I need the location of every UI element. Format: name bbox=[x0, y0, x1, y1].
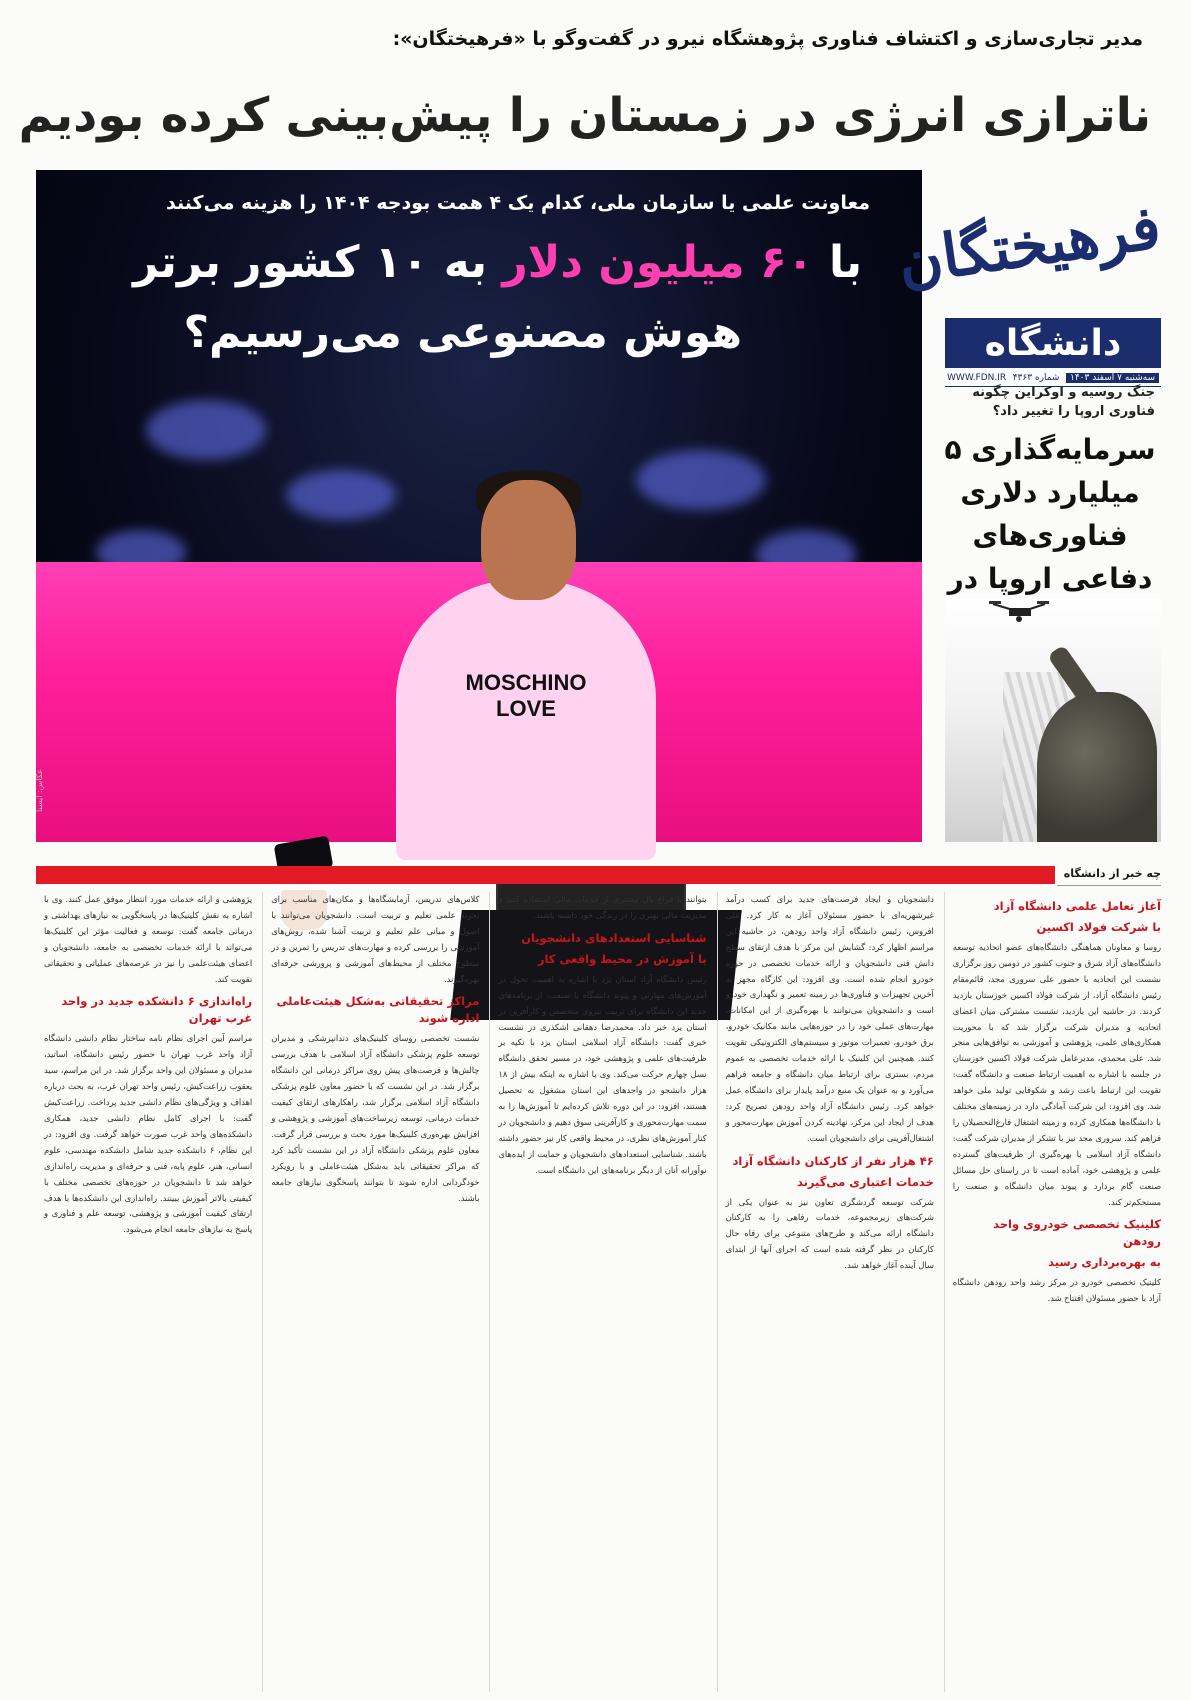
news-paragraph: کلاس‌های تدریس، آزمایشگاه‌ها و مکان‌های مناسب برای تجربه علمی تعلیم و تربیت است. دانشجویان می‌توانند با اصول و مبانی علم تعلیم و تربیت آشنا شده، روش‌های آموزشی را بررسی کرده و مهارت‌های تدریس را تمرین و در سطوح مختلف از محیط‌های آموزشی و پرورشی حرفه‌ای بهره‌گیرند. bbox=[271, 894, 480, 984]
news-paragraph: دانشجویان و ایجاد فرصت‌های جدید برای کسب درآمد غیرشهریه‌ای با حضور مسئولان آغاز به کار کرد. علی افروس، رئیس دانشگاه آزاد واحد رودهن، در حاشیه این مراسم اظهار کرد: گشایش این مرکز با هدف ارتقای سطح دانش فنی دانشجویان و ارائه خدمات تخصصی در حوزه خودرو انجام شده است. وی افزود: این کارگاه مجهز به آخرین تجهیزات و فناوری‌ها در زمینه تعمیر و نگهداری خودرو است و دانشجویان می‌توانند با بهره‌گیری از این امکانات، مهارت‌های عملی خود را در حوزه‌هایی مانند مکانیک خودرو، برق خودرو، تعمیرات موتور و سیستم‌های الکترونیکی تقویت کنند. همچنین این کلینیک با ارائه خدمات تخصصی به عموم مردم، بستری برای ارتباط میان دانشگاه و جامعه فراهم می‌آورد و به عنوان یک منبع درآمد پایدار برای دانشگاه عمل خواهد کرد. رئیس دانشگاه آزاد واحد رودهن تصریح کرد: هدف از ایجاد این مرکز، نهادینه کردن آموزش مهارت‌محور و اشتغال‌آفرینی برای دانشجویان است. bbox=[725, 894, 934, 1143]
news-column bbox=[262, 892, 479, 1692]
shirt-text: MOSCHINO LOVE bbox=[465, 670, 587, 721]
masthead bbox=[893, 172, 1165, 387]
side-question: جنگ روسیه و اوکراین چگونه فناوری اروپا را تغییر داد؟ bbox=[972, 385, 1155, 419]
hero-title-accent: ۶۰ میلیون دلار bbox=[502, 237, 814, 288]
lamp-glow bbox=[636, 450, 766, 510]
hero-title bbox=[96, 228, 862, 368]
news-paragraph: شرکت توسعه گردشگری تعاون نیز به عنوان یکی از شرکت‌های زیرمجموعه، خدمات رفاهی را به کارکنان دانشگاه ارائه می‌کند و طرح‌های متنوعی برای رفاه حال کارکنان در نظر گرفته شده است که اجرای آنها از ابتدای سال آینده آغاز خواهد شد. bbox=[725, 1196, 934, 1271]
news-paragraph: مراسم آیین اجرای نظام نامه ساختار نظام دانشی دانشگاه آزاد واحد غرب تهران با حضور رئیس دانشگاه، اساتید، مدیران و مسئولان این واحد برگزار شد. در این مراسم، سید یعقوب زراعت‌کیش، رئیس واحد تهران غرب، به بحث درباره اهداف و ویژگی‌های نظام دانشی جدید پرداخت. زراعت‌کیش گفت: با اجرای کامل نظام دانشی جدید، همکاری دانشکده‌های واحد غرب صورت خواهد گرفت. وی افزود: در این نظام، ۶ دانشکده جدید شامل دانشکده مهندسی، علوم انسانی، هنر، علوم پایه، فنی و حرفه‌ای و مدیریت راه‌اندازی خواهد شد تا دانشجویان در حوزه‌های تخصصی مختلف با کیفیتی بالاتر آموزش ببینند. راه‌اندازی این دانشکده‌ها با هدف ارتقای کیفیت آموزشی و پژوهشی، توسعه علم و فناوری و پاسخ به نیازهای جامعه انجام می‌شود. bbox=[43, 1033, 253, 1235]
person-head bbox=[481, 480, 576, 600]
news-paragraph: بتوانند با فراغ بال بیشتری از خدمات مالی استفاده کنند و مدیریت مالی بهتری را در زندگی خود داشته باشند. bbox=[498, 894, 707, 920]
news-paragraph: نشست تخصصی روسای کلینیک‌های دندانپزشکی و مدیران توسعه علوم پزشکی دانشگاه آزاد اسلامی با هدف بررسی چالش‌ها و فرصت‌های پیش روی مراکز درمانی این دانشگاه برگزار شد. در این نشست که با حضور معاون علوم پزشکی دانشگاه آزاد اسلامی برگزار شد، راهکارهای ارتقای کیفیت خدمات درمانی، توسعه زیرساخت‌های آموزشی و پژوهشی و افزایش بهره‌وری کلینیک‌ها مورد بحث و بررسی قرار گرفت. معاون علوم پزشکی دانشگاه آزاد در این نشست تأکید کرد که مراکز تحقیقاتی باید به‌شکل هیئت‌عاملی و با رویکرد خودگردانی اداره شوند تا بتوانند پاسخگوی نیازهای جامعه باشند. bbox=[271, 1033, 480, 1203]
hero-title-line2: هوش مصنوعی می‌رسیم؟ bbox=[183, 307, 742, 358]
soldier bbox=[1037, 692, 1157, 842]
news-paragraph: رئیس دانشگاه آزاد استان یزد با اشاره به اهمیت تحول در آموزش‌های مهارتی و پیوند دانشگاه با صنعت، از برنامه‌های جدید این دانشگاه برای تربیت نیروی متخصص و کارآفرین در استان یزد خبر داد. محمدرضا دهقانی اشکذری در نشست خبری گفت: دانشگاه آزاد اسلامی استان یزد با تکیه بر ظرفیت‌های علمی و پژوهشی خود، در مسیر تحقق دانشگاه نسل چهارم حرکت می‌کند. وی با اشاره به اینکه بیش از ۱۸ هزار دانشجو در واحدهای این استان مشغول به تحصیل هستند، افزود: در این دوره تلاش کرده‌ایم تا آموزش‌ها را به سمت مهارت‌محوری و کارآفرینی سوق دهیم و دانشجویان در کنار آموزش‌های نظری، در محیط واقعی کار نیز حضور داشته باشند. شناسایی استعدادهای دانشجویان و حمایت از ایده‌های نوآورانه آنان از دیگر برنامه‌های این دانشگاه است. bbox=[498, 973, 707, 1175]
news-headline: کلینیک تخصصی خودروی واحد رودهن bbox=[993, 1217, 1161, 1249]
news-headline: شناسایی استعدادهای دانشجویان bbox=[521, 930, 707, 945]
news-headline: با آموزش در محیط واقعی کار bbox=[537, 951, 707, 966]
news-column bbox=[944, 892, 1161, 1692]
news-headline: با شرکت فولاد اکسین bbox=[1036, 920, 1161, 934]
issue-number: شماره ۴۳۶۳ bbox=[1012, 373, 1060, 383]
news-strip-label: چه خبر از دانشگاه bbox=[1057, 862, 1161, 886]
news-column bbox=[717, 892, 934, 1692]
hero-photo bbox=[36, 170, 922, 842]
kicker: مدیر تجاری‌سازی و اکتشاف فناوری پژوهشگاه نیرو در گفت‌وگو با «فرهیختگان»: bbox=[392, 28, 1143, 50]
hero-subtitle: معاونت علمی یا سازمان ملی، کدام یک ۴ همت بودجه ۱۴۰۴ را هزینه می‌کنند bbox=[166, 192, 870, 214]
news-headline: آغاز تعامل علمی دانشگاه آزاد bbox=[993, 899, 1161, 913]
news-headline: خدمات اعتباری می‌گیرند bbox=[796, 1174, 934, 1189]
section-divider bbox=[36, 866, 1055, 884]
news-column bbox=[489, 892, 706, 1692]
lamp-glow bbox=[286, 470, 396, 520]
news-headline: راه‌اندازی ۶ دانشکده جدید در واحد غرب تهران bbox=[61, 994, 253, 1026]
section-name: دانشگاه bbox=[945, 318, 1161, 368]
news-columns bbox=[36, 892, 1161, 1692]
photo-credit: عکاس: ایسنا bbox=[35, 768, 44, 812]
news-headline: ۴۶ هزار نفر از کارکنان دانشگاه آزاد bbox=[732, 1153, 934, 1168]
news-paragraph: کلینیک تخصصی خودرو در مرکز رشد واحد رودهن دانشگاه آزاد با حضور مسئولان افتتاح شد. bbox=[952, 1277, 1161, 1304]
website-link[interactable]: WWW.FDN.IR bbox=[947, 373, 1007, 383]
news-paragraph: پژوهشی و ارائه خدمات مورد انتظار موفق عمل کنند. وی با اشاره به نقش کلینیک‌ها در پاسخگویی به نیازهای بهداشتی و درمانی جامعه گفت: توسعه و فعالیت مؤثر این کلینیک‌ها می‌تواند با ارائه خدمات تخصصی به جامعه، دانشجویان و اعضای هیئت‌علمی را نیز در عرصه‌های عملیاتی و تحقیقاتی تقویت کند. bbox=[43, 894, 253, 984]
person-body bbox=[396, 580, 656, 860]
newspaper-logo: فرهیختگان bbox=[893, 192, 1165, 299]
side-photo bbox=[945, 598, 1161, 842]
hero-title-part2: به ۱۰ کشور برتر bbox=[133, 237, 503, 288]
hero-title-part1: با bbox=[813, 237, 862, 288]
main-headline: ناترازی انرژی در زمستان را پیش‌بینی کرده بودیم bbox=[18, 88, 1151, 143]
side-headline: سرمایه‌گذاری ۵ میلیارد دلاری فناوری‌های دفاعی اروپا در bbox=[944, 433, 1156, 595]
news-headline: مراکز تحقیقاتی به‌شکل هیئت‌عاملی اداره شوند bbox=[276, 994, 480, 1026]
news-paragraph: روسا و معاونان هماهنگی دانشگاه‌های عضو اتحادیه توسعه دانشگاه‌های آزاد شرق و جنوب کشور در دومین روز برگزاری نشست این اتحادیه با حضور علی سروری مجد، قائم‌مقام رئیس دانشگاه آزاد، از شرکت فولاد اکسین خوزستان بازدید کردند. در حاشیه این بازدید، نشست مشترکی میان اعضای اتحادیه و مدیران شرکت برگزار شد که با محوریت همکاری‌های علمی، پژوهشی و آموزشی به توافق‌هایی منجر شد. علی محمدی، مدیرعامل شرکت فولاد اکسین خوزستان در جلسه با اشاره به اهمیت ارتباط صنعت و دانشگاه گفت: تقویت این ارتباط باعث رشد و شکوفایی تولید ملی خواهد شد. وی افزود: این شرکت آمادگی دارد در زمینه‌های مختلف با دانشگاه‌ها همکاری کرده و زمینه اشتغال فارغ‌التحصیلان را فراهم کند. سروری مجد نیز با تشکر از مدیران شرکت گفت: دانشگاه آزاد اسلامی با بهره‌گیری از ظرفیت‌های گسترده علمی و پژوهشی خود، آماده است تا در راستای حل مسائل صنعت گام بردارد و پیوند میان دانشگاه و صنعت را مستحکم‌تر کند. bbox=[952, 942, 1161, 1207]
lamp-glow bbox=[146, 400, 266, 460]
issue-date: سه‌شنبه ۷ اسفند ۱۴۰۳ bbox=[1066, 373, 1159, 383]
news-column bbox=[36, 892, 252, 1692]
drone-icon bbox=[989, 598, 1049, 624]
news-headline: به بهره‌برداری رسید bbox=[1048, 1255, 1161, 1270]
